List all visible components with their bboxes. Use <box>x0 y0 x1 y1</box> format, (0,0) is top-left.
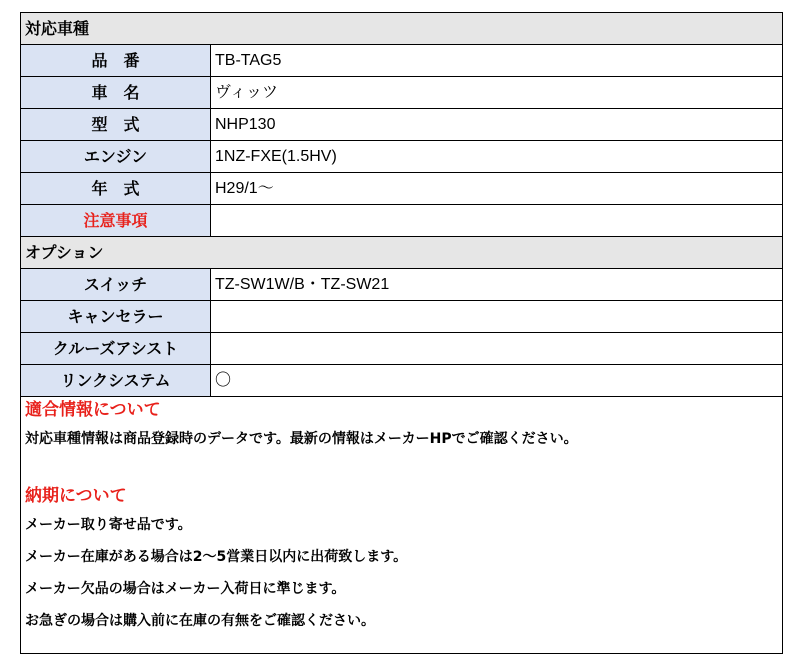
option-row-switch <box>21 269 782 301</box>
spec-row-year <box>21 173 782 205</box>
value-caution <box>211 205 782 236</box>
value-engine: 1NZ-FXE(1.5HV) <box>215 148 337 165</box>
option-row-link-system <box>21 365 782 397</box>
label-link-system: リンクシステム <box>21 365 211 396</box>
spec-row-car-name <box>21 77 782 109</box>
label-canceller: キャンセラー <box>21 301 211 332</box>
delivery-line: メーカー欠品の場合はメーカー入荷日に準じます。 <box>25 581 346 597</box>
value-car-name: ヴィッツ <box>215 84 279 101</box>
spec-row-caution <box>21 205 782 237</box>
option-section-header: オプション <box>21 237 782 269</box>
label-engine: エンジン <box>21 141 211 172</box>
delivery-line: メーカー在庫がある場合は2～5営業日以内に出荷致します。 <box>25 549 408 565</box>
spec-row-part-number <box>21 45 782 77</box>
value-part-number: TB-TAG5 <box>215 52 282 69</box>
compat-info-heading: 適合情報について <box>25 400 161 420</box>
notes-section <box>21 397 782 637</box>
delivery-heading: 納期について <box>25 486 127 506</box>
value-year: H29/1～ <box>215 180 274 197</box>
label-car-name: 車 名 <box>21 77 211 108</box>
spec-row-model <box>21 109 782 141</box>
label-year: 年 式 <box>21 173 211 204</box>
label-caution: 注意事項 <box>21 205 211 236</box>
delivery-line: お急ぎの場合は購入前に在庫の有無をご確認ください。 <box>25 613 375 629</box>
value-cruise-assist <box>211 333 782 364</box>
value-switch: TZ-SW1W/B・TZ-SW21 <box>215 276 390 293</box>
vehicle-section-header: 対応車種 <box>21 13 782 45</box>
compat-info-text: 対応車種情報は商品登録時のデータです。最新の情報はメーカーHPでご確認ください。 <box>25 431 578 447</box>
label-switch: スイッチ <box>21 269 211 300</box>
notes-spacer <box>25 455 778 483</box>
value-model: NHP130 <box>215 116 276 133</box>
label-model: 型 式 <box>21 109 211 140</box>
value-link-system: 〇 <box>215 372 232 389</box>
product-spec-table <box>20 12 783 654</box>
label-part-number: 品 番 <box>21 45 211 76</box>
option-row-cruise-assist <box>21 333 782 365</box>
value-canceller <box>211 301 782 332</box>
option-row-canceller <box>21 301 782 333</box>
spec-row-engine <box>21 141 782 173</box>
delivery-line: メーカー取り寄せ品です。 <box>25 517 192 533</box>
label-cruise-assist: クルーズアシスト <box>21 333 211 364</box>
